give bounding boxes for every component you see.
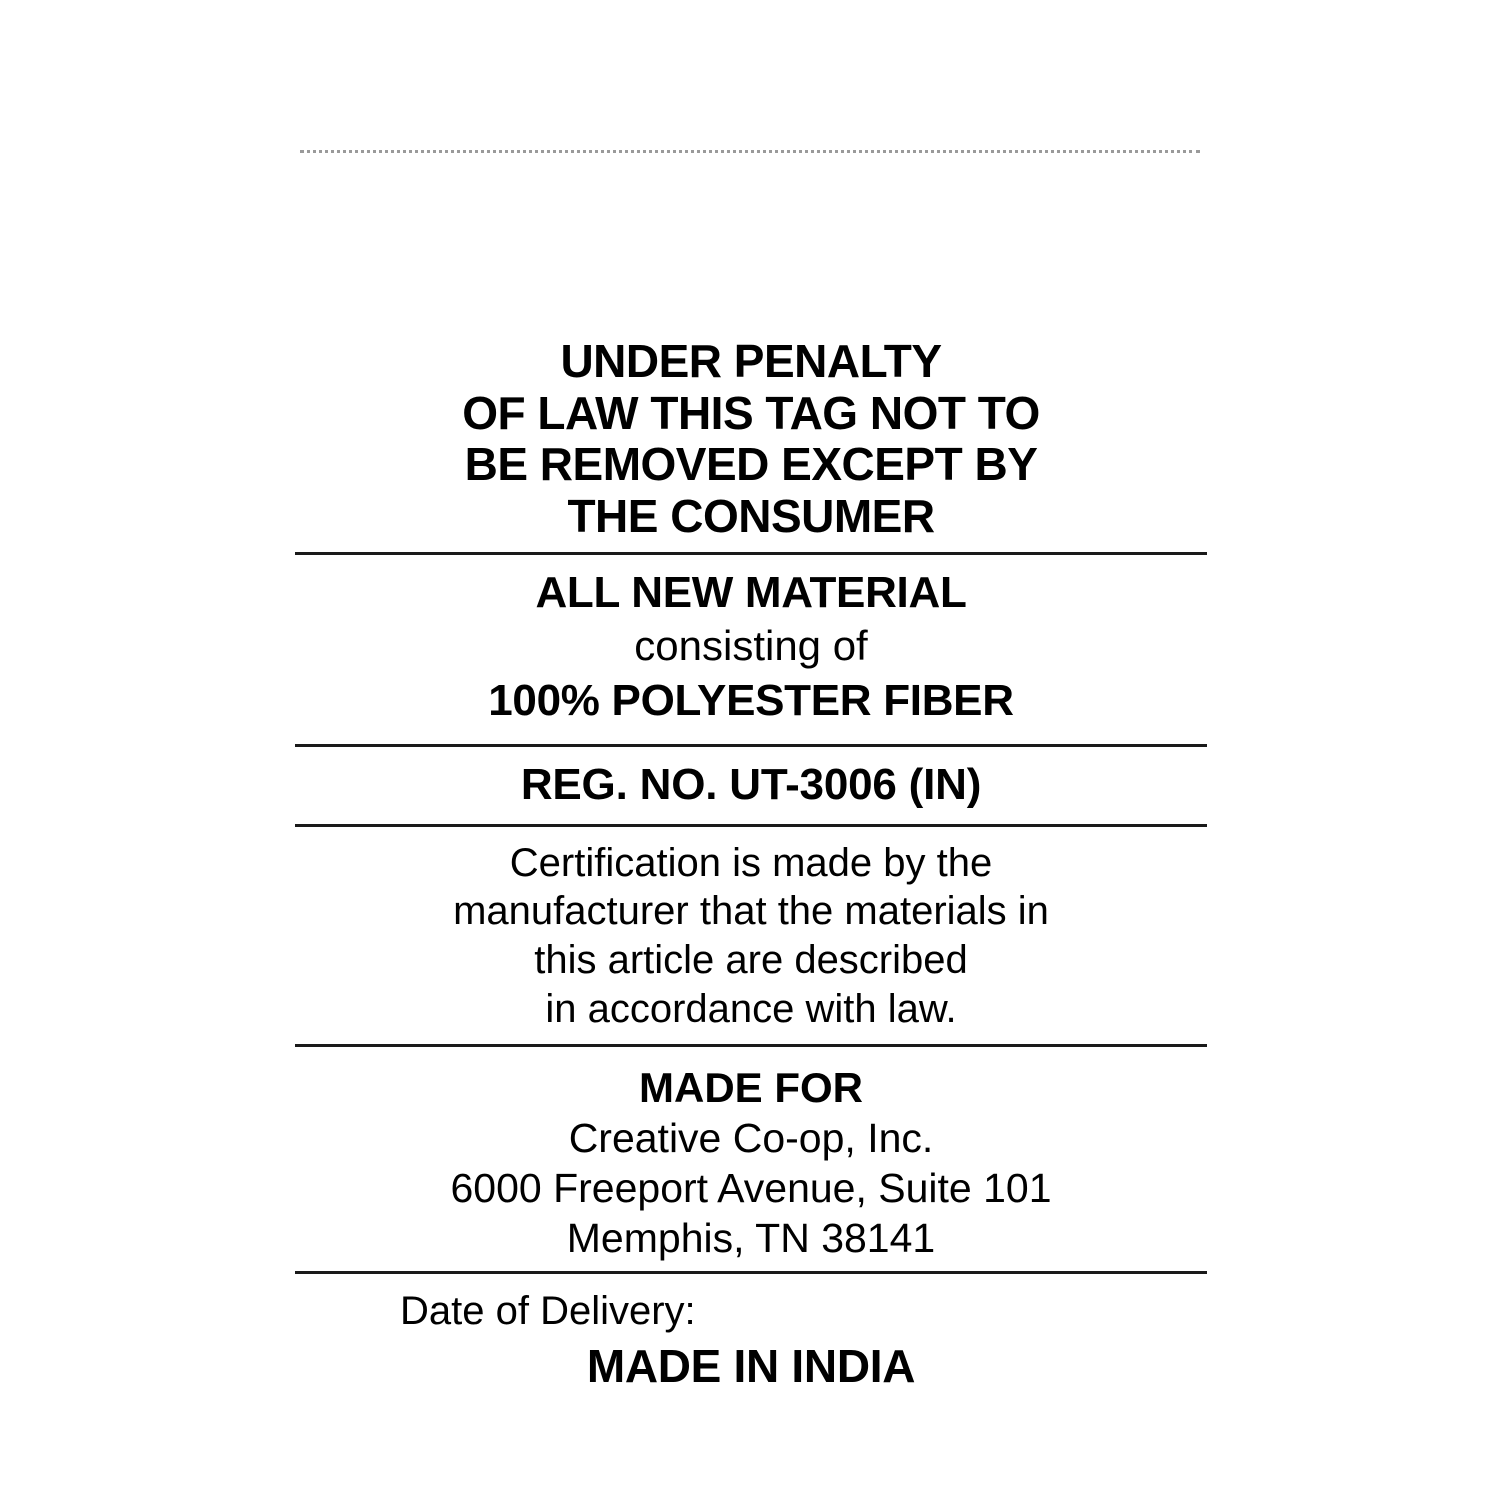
certification-line-1: Certification is made by the bbox=[509, 840, 993, 885]
material-heading: ALL NEW MATERIAL bbox=[535, 568, 967, 618]
tag-content bbox=[295, 330, 1207, 1396]
consisting-of-label: consisting of bbox=[634, 621, 868, 669]
certification-line-4: in accordance with law. bbox=[545, 986, 957, 1031]
country-of-origin: MADE IN INDIA bbox=[586, 1340, 916, 1393]
certification-statement bbox=[295, 827, 1207, 1044]
penalty-notice-line-4: THE CONSUMER bbox=[567, 489, 935, 542]
made-for-label: MADE FOR bbox=[639, 1063, 863, 1111]
penalty-notice-line-1: UNDER PENALTY bbox=[560, 335, 942, 387]
made-for-section bbox=[295, 1047, 1207, 1271]
penalty-notice-line-2: OF LAW THIS TAG NOT TO bbox=[462, 386, 1040, 439]
penalty-notice-line-3: BE REMOVED EXCEPT BY bbox=[464, 438, 1038, 491]
fiber-content: 100% POLYESTER FIBER bbox=[488, 676, 1014, 726]
company-name: Creative Co-op, Inc. bbox=[568, 1115, 934, 1162]
company-address-line-2: Memphis, TN 38141 bbox=[566, 1215, 936, 1262]
perforation-dotted-line bbox=[300, 150, 1200, 153]
material-section bbox=[295, 555, 1207, 743]
certification-line-2: manufacturer that the materials in bbox=[453, 889, 1049, 934]
penalty-notice bbox=[295, 330, 1207, 552]
date-of-delivery-label: Date of Delivery: bbox=[400, 1289, 696, 1334]
registration-number: REG. NO. UT-3006 (IN) bbox=[520, 759, 982, 809]
company-address-line-1: 6000 Freeport Avenue, Suite 101 bbox=[450, 1165, 1052, 1212]
certification-line-3: this article are described bbox=[534, 938, 968, 983]
